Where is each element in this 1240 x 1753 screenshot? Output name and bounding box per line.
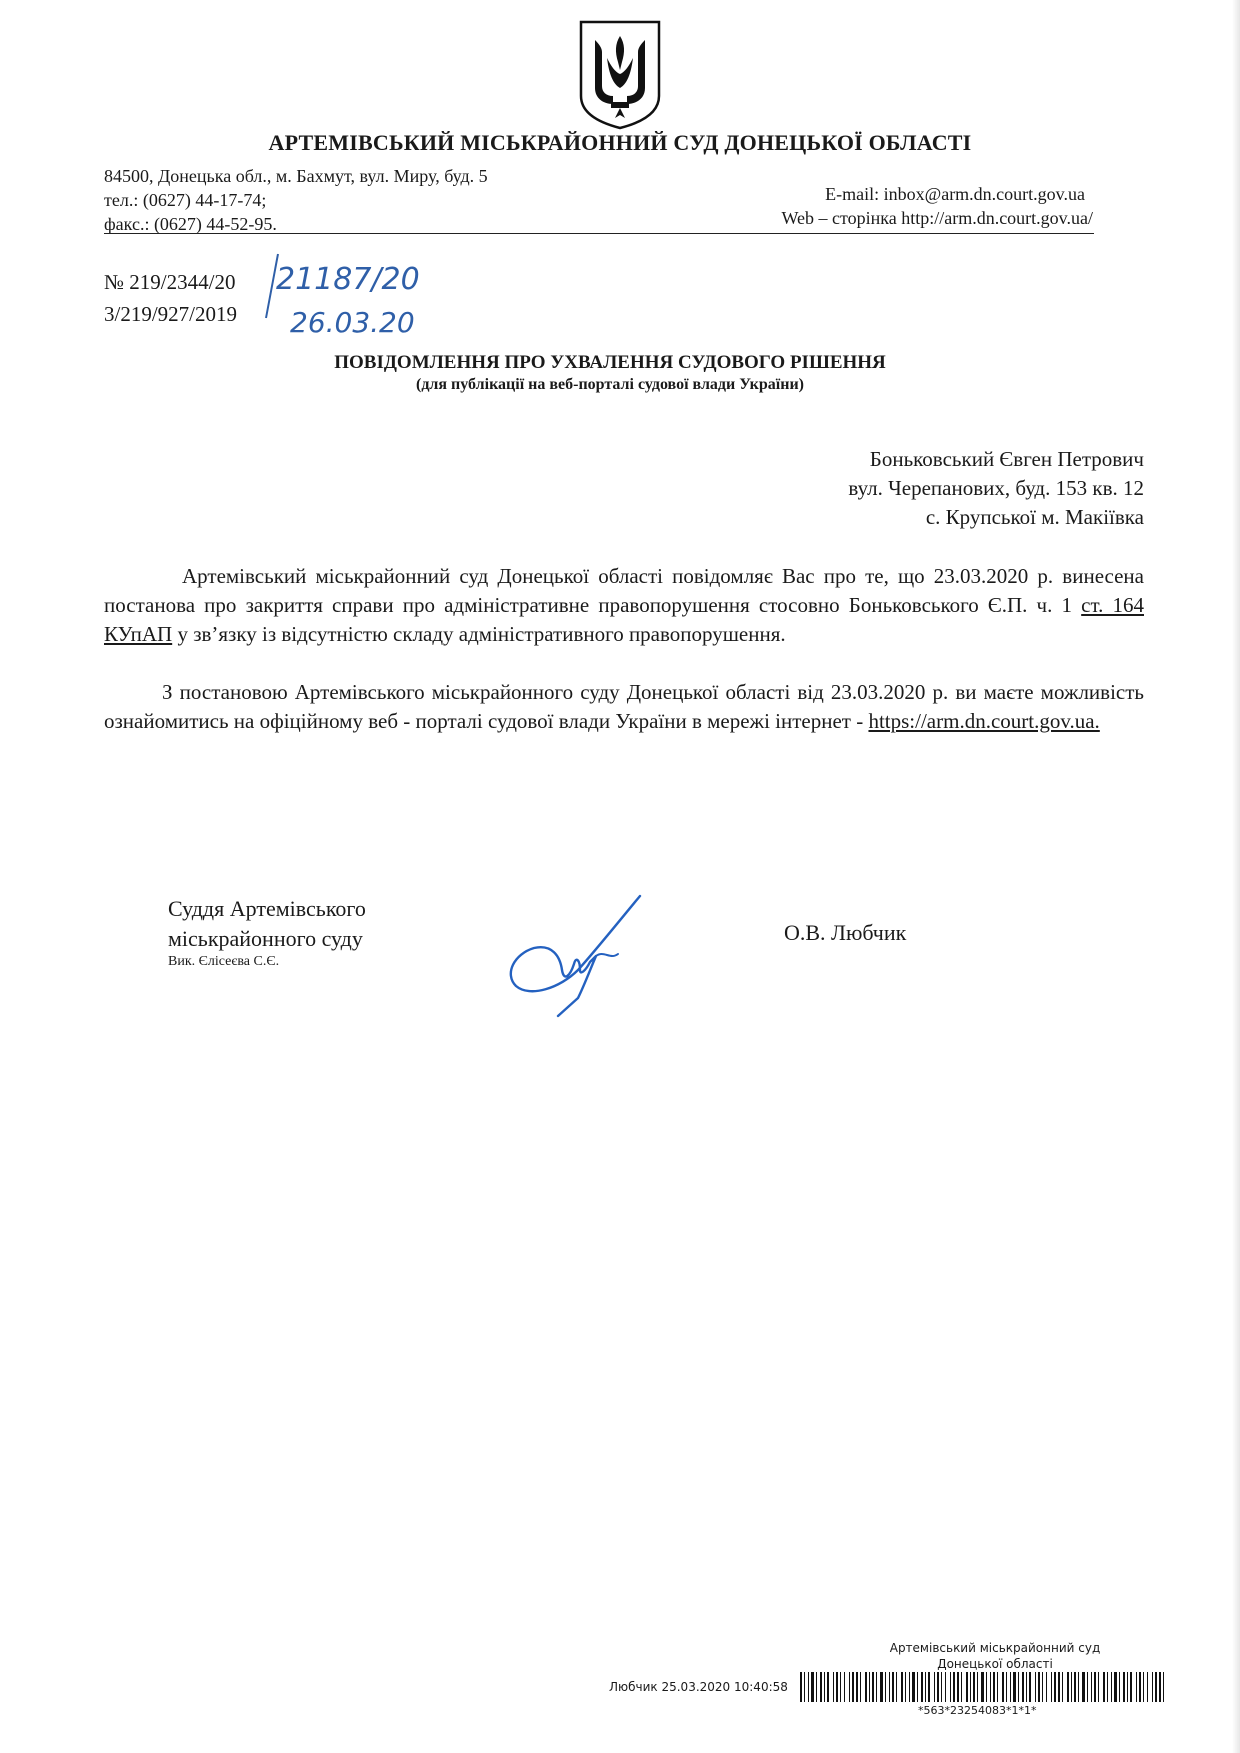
- barcode-bar: [1051, 1672, 1052, 1702]
- barcode-bar: [990, 1672, 991, 1702]
- barcode-bar: [961, 1672, 962, 1702]
- case-number: 3/219/927/2019: [104, 302, 238, 326]
- barcode-bar: [876, 1672, 877, 1702]
- stamp-court-line-2: Донецької області: [937, 1657, 1053, 1671]
- barcode-bar: [1013, 1672, 1016, 1702]
- barcode-bar: [896, 1672, 897, 1702]
- barcode-bar: [1139, 1672, 1141, 1702]
- barcode-caption: *563*23254083*1*1*: [918, 1704, 1037, 1717]
- signer-position-line-1: Суддя Артемівського: [168, 896, 366, 921]
- barcode-bar: [905, 1672, 906, 1702]
- barcode-bar: [816, 1672, 817, 1702]
- law-article-link[interactable]: ст. 164 КУпАП: [104, 593, 1144, 646]
- barcode-bar: [804, 1672, 805, 1702]
- barcode-bar: [1147, 1672, 1148, 1702]
- barcode-bar: [901, 1672, 903, 1702]
- barcode-bar: [1038, 1672, 1040, 1702]
- barcode-bar: [1103, 1672, 1105, 1702]
- recipient-city: с. Крупської м. Макіївка: [925, 505, 1144, 529]
- ukraine-trident-icon: [577, 18, 663, 132]
- barcode-bar: [1035, 1672, 1036, 1702]
- barcode-bar: [865, 1672, 867, 1702]
- barcode-bar: [885, 1672, 886, 1702]
- barcode-bar: [973, 1672, 975, 1702]
- barcode-bar: [824, 1672, 825, 1702]
- barcode-bar: [966, 1672, 968, 1702]
- barcode-bar: [1159, 1672, 1161, 1702]
- court-fax: факс.: (0627) 44-52-95.: [104, 214, 277, 234]
- body-paragraph-1: [104, 562, 1144, 649]
- barcode-bar: [1002, 1672, 1004, 1702]
- barcode-bar: [1071, 1672, 1072, 1702]
- barcode-bar: [844, 1672, 845, 1702]
- barcode-bar: [977, 1672, 978, 1702]
- recipient-street: вул. Черепанових, буд. 153 кв. 12: [848, 476, 1144, 500]
- court-phone: тел.: (0627) 44-17-74;: [104, 190, 267, 210]
- barcode-bar: [1091, 1672, 1092, 1702]
- barcode-bar: [1082, 1672, 1085, 1702]
- barcode-bar: [1123, 1672, 1125, 1702]
- barcode-bar: [1111, 1672, 1112, 1702]
- barcode-bar: [827, 1672, 829, 1702]
- barcode-bar: [928, 1672, 930, 1702]
- barcode-bar: [925, 1672, 926, 1702]
- barcode-bar: [1029, 1672, 1031, 1702]
- barcode-bar: [811, 1672, 814, 1702]
- recipient-name: Боньковський Євген Петрович: [869, 447, 1144, 471]
- paragraph-1-text-end: у зв’язку із відсутністю складу адміністративного правопорушення.: [172, 622, 786, 646]
- barcode-bar: [997, 1672, 998, 1702]
- page-edge-shadow: [1232, 0, 1240, 1753]
- barcode-bar: [889, 1672, 890, 1702]
- barcode-bar: [970, 1672, 971, 1702]
- barcode-bar: [1018, 1672, 1019, 1702]
- handwritten-signature: [500, 890, 650, 1020]
- document-barcode: [800, 1672, 1166, 1704]
- handwritten-registration-number: 21187/20: [276, 262, 420, 297]
- barcode-bar: [856, 1672, 858, 1702]
- barcode-bar: [808, 1672, 809, 1702]
- barcode-bar: [1155, 1672, 1157, 1702]
- stamp-user-datetime: Любчик 25.03.2020 10:40:58: [609, 1680, 788, 1694]
- barcode-bar: [953, 1672, 955, 1702]
- barcode-bar: [1087, 1672, 1088, 1702]
- electronic-stamp-court: [860, 1640, 1130, 1672]
- barcode-bar: [917, 1672, 918, 1702]
- outgoing-number: № 219/2344/20: [104, 270, 236, 294]
- barcode-bar: [912, 1672, 915, 1702]
- barcode-bar: [800, 1672, 802, 1702]
- body-paragraph-2: [104, 678, 1144, 736]
- barcode-bar: [1046, 1672, 1047, 1702]
- barcode-bar: [1054, 1672, 1056, 1702]
- barcode-bar: [909, 1672, 910, 1702]
- barcode-bar: [1078, 1672, 1079, 1702]
- barcode-bar: [840, 1672, 841, 1702]
- barcode-bar: [1098, 1672, 1099, 1702]
- barcode-bar: [1152, 1672, 1153, 1702]
- barcode-bar: [1127, 1672, 1128, 1702]
- executor-note: Вик. Єлісеєва С.Є.: [168, 954, 280, 969]
- barcode-bar: [1143, 1672, 1144, 1702]
- barcode-bar: [1119, 1672, 1120, 1702]
- court-email: E-mail: inbox@arm.dn.court.gov.ua: [825, 184, 1085, 204]
- barcode-bar: [937, 1672, 939, 1702]
- barcode-bar: [880, 1672, 883, 1702]
- barcode-bar: [934, 1672, 935, 1702]
- paragraph-2-text: З постановою Артемівського міськрайонного суду Донецької області від 23.03.2020 р. ви маєте можливість ознайомитись на офіційному веб - порталі судової влади України в мережі інтернет -: [104, 680, 1144, 733]
- barcode-bar: [1074, 1672, 1076, 1702]
- stamp-court-line-1: Артемівський міськрайонний суд: [889, 1641, 1101, 1655]
- court-web: Web – сторінка http://arm.dn.court.gov.ua/: [781, 208, 1093, 228]
- barcode-bar: [1130, 1672, 1132, 1702]
- handwritten-registration-date: 26.03.20: [290, 306, 415, 339]
- barcode-bar: [1163, 1672, 1164, 1702]
- barcode-bar: [986, 1672, 987, 1702]
- barcode-bar: [921, 1672, 923, 1702]
- signer-name: О.В. Любчик: [784, 920, 907, 945]
- barcode-bar: [981, 1672, 984, 1702]
- barcode-bar: [1026, 1672, 1027, 1702]
- barcode-bar: [860, 1672, 861, 1702]
- barcode-bar: [892, 1672, 894, 1702]
- barcode-bar: [945, 1672, 946, 1702]
- barcode-bar: [1062, 1672, 1063, 1702]
- barcode-bar: [1022, 1672, 1024, 1702]
- barcode-bar: [833, 1672, 834, 1702]
- notice-subtitle: (для публікації на веб-порталі судової влади України): [415, 376, 804, 393]
- barcode-bar: [1094, 1672, 1096, 1702]
- barcode-bar: [1114, 1672, 1117, 1702]
- barcode-bar: [957, 1672, 959, 1702]
- court-portal-link[interactable]: https://arm.dn.court.gov.ua.: [868, 709, 1100, 733]
- barcode-bar: [869, 1672, 870, 1702]
- barcode-bar: [820, 1672, 822, 1702]
- barcode-bar: [1058, 1672, 1060, 1702]
- barcode-bar: [1010, 1672, 1011, 1702]
- barcode-bar: [836, 1672, 838, 1702]
- signer-position-line-2: міськрайонного суду: [168, 926, 363, 951]
- court-address: 84500, Донецька обл., м. Бахмут, вул. Миру, буд. 5: [104, 166, 488, 186]
- header-divider: [104, 233, 1094, 234]
- barcode-bar: [950, 1672, 951, 1702]
- barcode-bar: [1136, 1672, 1137, 1702]
- barcode-bar: [852, 1672, 854, 1702]
- barcode-bar: [1006, 1672, 1007, 1702]
- barcode-bar: [1042, 1672, 1043, 1702]
- barcode-bar: [1067, 1672, 1069, 1702]
- notice-title: ПОВІДОМЛЕННЯ ПРО УХВАЛЕННЯ СУДОВОГО РІШЕННЯ: [334, 352, 886, 373]
- court-name-heading: АРТЕМІВСЬКИЙ МІСЬКРАЙОННИЙ СУД ДОНЕЦЬКОЇ ОБЛАСТІ: [268, 130, 972, 155]
- barcode-bar: [1107, 1672, 1108, 1702]
- barcode-bar: [872, 1672, 874, 1702]
- barcode-bar: [941, 1672, 942, 1702]
- barcode-bar: [993, 1672, 995, 1702]
- paragraph-1-text-start: Артемівський міськрайонний суд Донецької області повідомляє Вас про те, що 23.03.2020 р. винесена постанова про закриття справи про адміністративне правопорушення стосовно Боньковського Є.П. ч. 1: [104, 564, 1144, 617]
- barcode-bar: [849, 1672, 850, 1702]
